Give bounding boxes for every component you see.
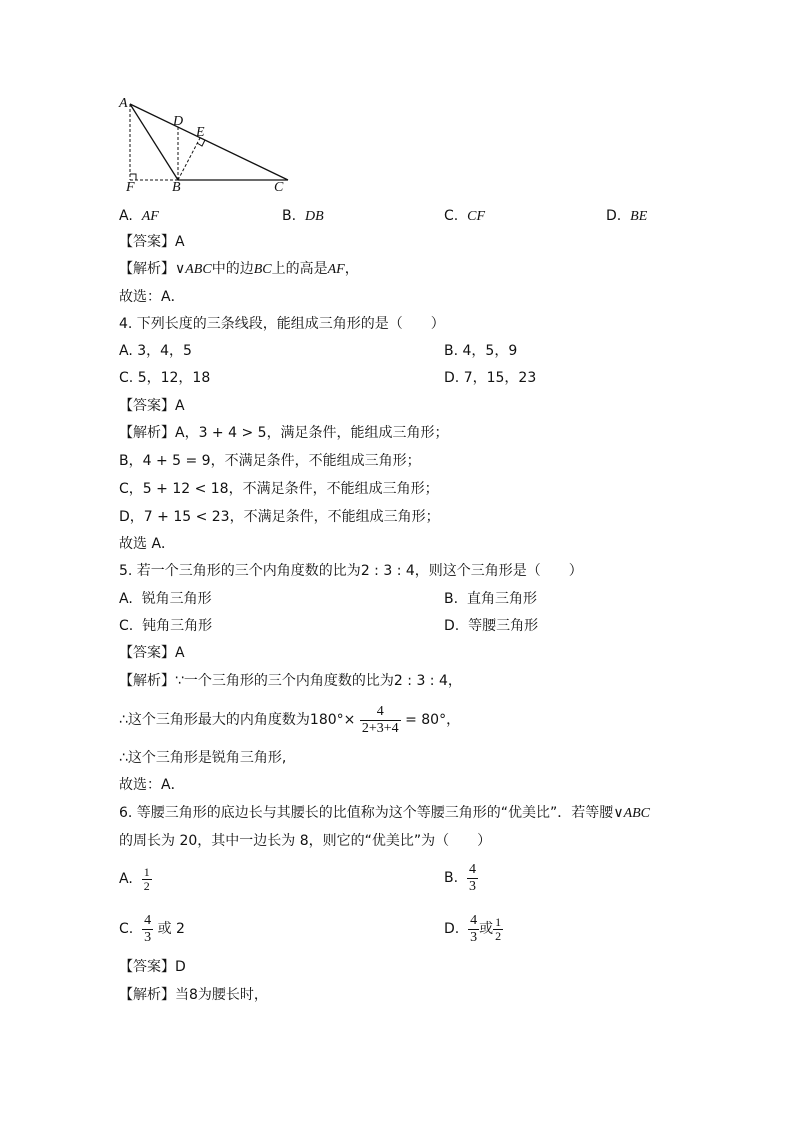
segment-be [178,138,200,180]
label-f: F [126,180,135,194]
q4-analysis-d: D，7 + 15 < 23，不满足条件，不能组成三角形； [119,509,440,525]
q6-answer: 【答案】D [119,959,186,975]
fraction-4-over-3: $\frac{4}{3}$ [468,861,476,894]
q5-option-b: B. 直角三角形 [444,591,537,607]
fraction-1-over-2: $\frac{1}{2}$ [495,914,502,943]
q6-option-a: A. $\frac{1}{2}$ [119,864,150,893]
q4-option-d: D. 7，15，23 [444,370,537,386]
q3-option-c: C. CF [444,208,486,224]
q3-option-b: B. DB [282,208,324,224]
q3-conclusion: 故选：A． [119,289,185,305]
label-e: E [196,125,205,140]
fraction-4-over-9: $\frac{4}{2+3+4}$ [361,703,399,736]
label-a: A [119,96,128,111]
q5-analysis-2: ∴这个三角形最大的内角度数为180°× $\frac{4}{2+3+4}$ = 80°， [119,703,461,736]
q4-option-b: B. 4，5，9 [444,343,518,359]
label-c: C [274,180,284,194]
q4-option-c: C. 5，12，18 [119,370,211,386]
q6-option-d: D. $\frac{4}{3}$ 或 $\frac{1}{2}$ [444,912,502,945]
q3-answer: 【答案】A [119,234,185,250]
q6-stem-2: 的周长为 20，其中一边长为 8，则它的“优美比”为（ ） [119,833,492,849]
right-angle-e [197,140,205,146]
q4-analysis-c: C，5 + 12 < 18，不满足条件，不能组成三角形； [119,481,439,497]
triangle-figure [116,94,316,194]
q4-stem: 4. 下列长度的三条线段，能组成三角形的是（ ） [119,316,445,332]
q5-answer: 【答案】A [119,645,185,661]
q4-analysis-a: 【解析】A，3 + 4 > 5，满足条件，能组成三角形； [119,425,449,441]
q5-analysis-3: ∴这个三角形是锐角三角形, [119,750,287,766]
q6-option-c: C. $\frac{4}{3}$ 或 2 [119,912,185,945]
fraction-1-over-2: $\frac{1}{2}$ [143,864,150,893]
fraction-4-over-3: $\frac{4}{3}$ [470,912,478,945]
fraction-4-over-3: $\frac{4}{3}$ [144,912,152,945]
q4-option-a: A. 3，4，5 [119,343,192,359]
q4-answer: 【答案】A [119,398,185,414]
q6-option-b: B. $\frac{4}{3}$ [444,861,476,894]
q5-stem: 5. 若一个三角形的三个内角度数的比为2 : 3 : 4，则这个三角形是（ ） [119,563,583,579]
q5-analysis-1: 【解析】∵一个三角形的三个内角度数的比为2 : 3 : 4， [119,673,462,689]
q6-stem-1: 6. 等腰三角形的底边长与其腰长的比值称为这个等腰三角形的“优美比”．若等腰∨ABC [119,805,651,821]
label-b: B [172,180,181,194]
q4-analysis-b: B，4 + 5 = 9，不满足条件，不能组成三角形； [119,453,421,469]
label-d: D [173,114,184,129]
q5-option-d: D. 等腰三角形 [444,618,539,634]
q3-analysis: 【解析】∨ABC中的边BC上的高是AF， [119,261,359,277]
q6-analysis: 【解析】当8为腰长时， [119,987,268,1003]
q5-option-a: A. 锐角三角形 [119,591,212,607]
q5-option-c: C. 钝角三角形 [119,618,213,634]
q5-conclusion: 故选：A． [119,777,185,793]
q3-option-a: A. AF [119,208,159,224]
q4-conclusion: 故选 A． [119,536,176,552]
q3-option-d: D. BE [606,208,648,224]
